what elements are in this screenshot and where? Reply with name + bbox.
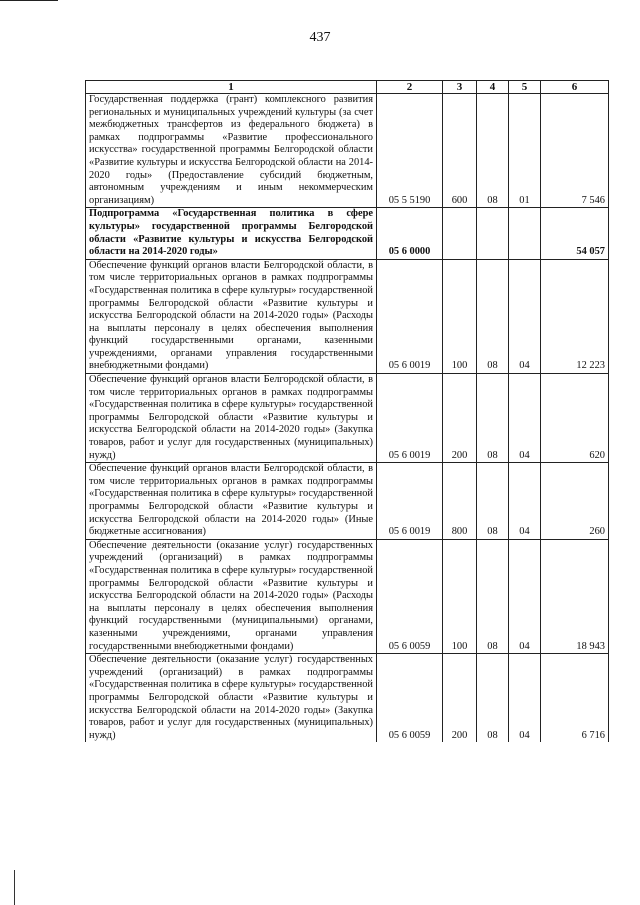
row-code: 05 6 0000 <box>377 208 443 259</box>
row-pr <box>509 208 541 259</box>
row-pr: 01 <box>509 94 541 208</box>
header-cell: 3 <box>443 81 477 94</box>
row-name: Обеспечение деятельности (оказание услуг) государственных учреждений (организаций) в рамках подпрограммы «Государственная политика в сфере культуры» государственной программы Белгородской области «Развитие культуры и искусства Белгородской области на 2014-2020 годы» (Расходы на выплаты персоналу в целях обеспечения выполнения функций государственными (муниципальными) органами, казенными учреждениями, органами управления государственными внебюджетными фондами) <box>86 539 377 653</box>
table-row <box>86 208 609 259</box>
row-code: 05 5 5190 <box>377 94 443 208</box>
row-rz: 08 <box>477 259 509 373</box>
row-rz: 08 <box>477 654 509 743</box>
row-vr <box>443 208 477 259</box>
row-sum: 6 716 <box>541 654 609 743</box>
top-rule <box>0 0 58 1</box>
table-row <box>86 259 609 373</box>
row-name: Подпрограмма «Государственная политика в сфере культуры» государственной программы Белгородской области «Развитие культуры и искусства Белгородской области на 2014-2020 годы» <box>86 208 377 259</box>
header-row <box>86 81 609 94</box>
row-pr: 04 <box>509 654 541 743</box>
row-name: Обеспечение функций органов власти Белгородской области, в том числе территориальных органов в рамках подпрограммы «Государственная политика в сфере культуры» государственной программы Белгородской области «Развитие культуры и искусства Белгородской области на 2014-2020 годы» (Закупка товаров, работ и услуг для государственных (муниципальных) нужд) <box>86 374 377 463</box>
row-rz: 08 <box>477 539 509 653</box>
row-sum: 7 546 <box>541 94 609 208</box>
row-sum: 54 057 <box>541 208 609 259</box>
row-vr: 800 <box>443 463 477 540</box>
table-row <box>86 463 609 540</box>
table-row <box>86 654 609 743</box>
binding-mark <box>14 870 15 905</box>
row-sum: 18 943 <box>541 539 609 653</box>
header-cell: 2 <box>377 81 443 94</box>
row-name: Обеспечение функций органов власти Белгородской области, в том числе территориальных органов в рамках подпрограммы «Государственная политика в сфере культуры» государственной программы Белгородской области «Развитие культуры и искусства Белгородской области на 2014-2020 годы» (Иные бюджетные ассигнования) <box>86 463 377 540</box>
row-sum: 620 <box>541 374 609 463</box>
table-row <box>86 374 609 463</box>
header-cell: 4 <box>477 81 509 94</box>
row-vr: 200 <box>443 374 477 463</box>
row-code: 05 6 0059 <box>377 654 443 743</box>
row-name: Обеспечение функций органов власти Белгородской области, в том числе территориальных органов в рамках подпрограммы «Государственная политика в сфере культуры» государственной программы Белгородской области «Развитие культуры и искусства Белгородской области на 2014-2020 годы» (Расходы на выплаты персоналу в целях обеспечения выполнения функций государственными органами, казенными учреждениями, органами управления государственными внебюджетными фондами) <box>86 259 377 373</box>
page-number: 437 <box>309 30 331 45</box>
row-pr: 04 <box>509 259 541 373</box>
row-name: Государственная поддержка (грант) комплексного развития региональных и муниципальных учреждений культуры (за счет межбюджетных трансфертов из федерального бюджета) в рамках подпрограммы «Развитие профессионального искусства» государственной программы Белгородской области «Развитие культуры и искусства Белгородской области на 2014-2020 годы» (Предоставление субсидий бюджетным, автономным учреждениям и иным некоммерческим организациям) <box>86 94 377 208</box>
row-code: 05 6 0019 <box>377 259 443 373</box>
header-cell: 5 <box>509 81 541 94</box>
row-pr: 04 <box>509 539 541 653</box>
row-vr: 200 <box>443 654 477 743</box>
table-row <box>86 539 609 653</box>
budget-table <box>85 80 609 742</box>
row-pr: 04 <box>509 463 541 540</box>
row-pr: 04 <box>509 374 541 463</box>
row-vr: 600 <box>443 94 477 208</box>
row-rz: 08 <box>477 94 509 208</box>
row-vr: 100 <box>443 259 477 373</box>
row-code: 05 6 0019 <box>377 463 443 540</box>
table-row <box>86 94 609 208</box>
row-rz: 08 <box>477 463 509 540</box>
row-rz: 08 <box>477 374 509 463</box>
row-sum: 12 223 <box>541 259 609 373</box>
header-cell: 1 <box>86 81 377 94</box>
row-code: 05 6 0059 <box>377 539 443 653</box>
header-cell: 6 <box>541 81 609 94</box>
row-rz <box>477 208 509 259</box>
row-name: Обеспечение деятельности (оказание услуг) государственных учреждений (организаций) в рамках подпрограммы «Государственная политика в сфере культуры» государственной программы Белгородской области «Развитие культуры и искусства Белгородской области на 2014-2020 годы» (Закупка товаров, работ и услуг для государственных (муниципальных) нужд) <box>86 654 377 743</box>
row-sum: 260 <box>541 463 609 540</box>
row-code: 05 6 0019 <box>377 374 443 463</box>
row-vr: 100 <box>443 539 477 653</box>
